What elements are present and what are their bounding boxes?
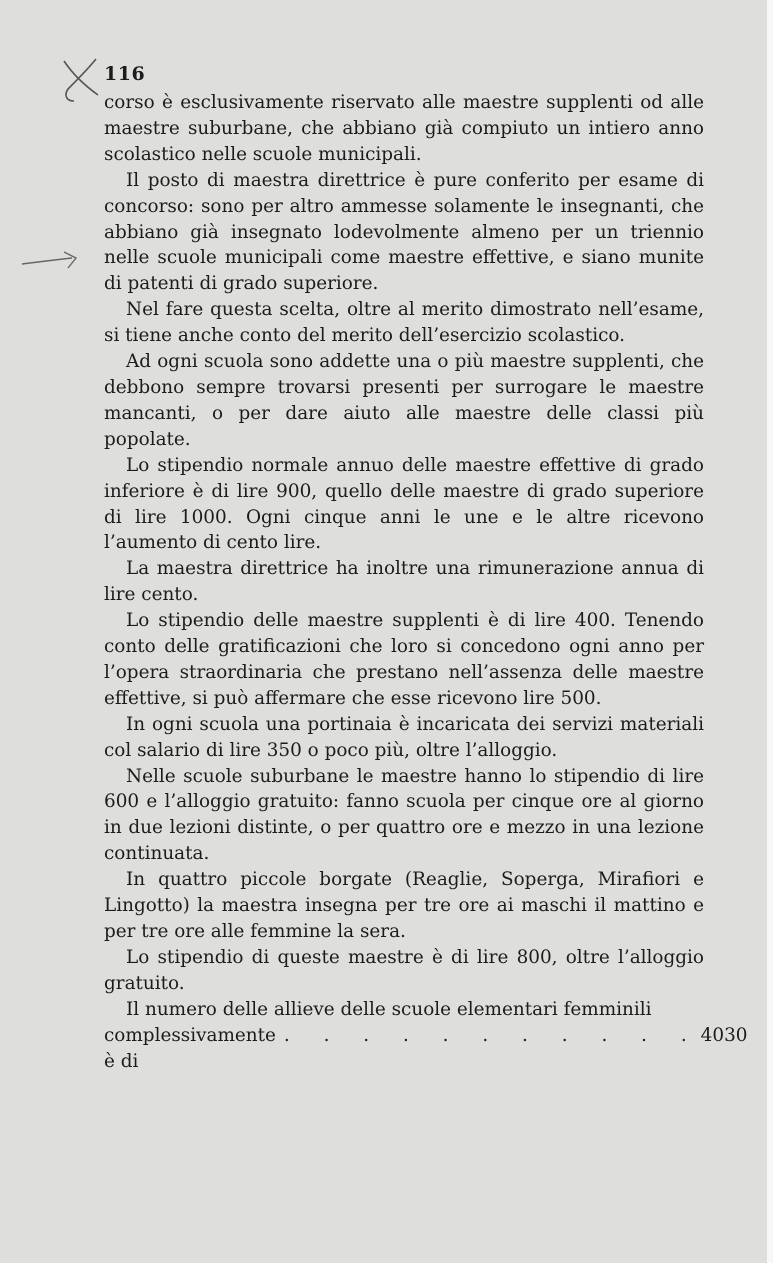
page-edge [767, 0, 773, 1263]
body-text [104, 90, 748, 1074]
paragraph: Lo stipendio normale annuo delle maestre effettive di grado inferiore è di lire 900, quello delle maestre di grado superiore di lire 1000. Ogni cinque anni le une e le altre ricevono l’aumento di cento lire. [104, 454, 704, 554]
paragraph: Il numero delle allieve delle scuole elementari femminili [126, 998, 652, 1020]
paragraph: Ad ogni scuola sono addette una o più maestre supplenti, che debbono sempre trovarsi presenti per surrogare le maestre mancanti, o per dare aiuto alle maestre delle classi più popolate. [104, 351, 704, 450]
pencil-arrow-icon [20, 248, 90, 278]
total-label: complessivamente è di [104, 1024, 276, 1072]
dot-leader: . . . . . . . . . . . [283, 1024, 701, 1046]
paragraph: In ogni scuola una portinaia è incaricata dei servizi materiali col salario di lire 350 o poco più, oltre l’alloggio. [104, 713, 704, 761]
paragraph: Nel fare questa scelta, oltre al merito dimostrato nell’esame, si tiene anche conto del merito dell’esercizio scolastico. [104, 299, 704, 347]
paragraph: In quattro piccole borgate (Reaglie, Soperga, Mirafiori e Lingotto) la maestra insegna per tre ore ai maschi il mattino e per tre ore alle femmine la sera. [104, 869, 704, 942]
paragraph: Il posto di maestra direttrice è pure conferito per esame di concorso: sono per altro ammesse solamente le insegnanti, che abbiano già insegnato lodevolmente almeno per un triennio nelle scuole municipali come maestre effettive, e siano munite di patenti di grado superiore. [104, 169, 704, 295]
paragraph: Nelle scuole suburbane le maestre hanno lo stipendio di lire 600 e l’alloggio gratuito: fanno scuola per cinque ore al giorno in due lezioni distinte, o per quattro ore e mezzo in una lezione continuata. [104, 765, 704, 865]
paragraph: Lo stipendio delle maestre supplenti è di lire 400. Tenendo conto delle gratificazioni che loro si concedono ogni anno per l’opera straordinaria che prestano nell’assenza delle maestre effettive, si può affermare che esse ricevono lire 500. [104, 610, 704, 709]
paragraph: Lo stipendio di queste maestre è di lire 800, oltre l’alloggio gratuito. [104, 946, 704, 994]
paragraph: La maestra direttrice ha inoltre una rimunerazione annua di lire cento. [104, 558, 704, 606]
page-number: 116 [104, 63, 146, 85]
total-value: 4030 [700, 1024, 748, 1046]
total-line [104, 1023, 748, 1075]
handwritten-mark-icon [58, 55, 104, 105]
paragraph: corso è esclusivamente riservato alle maestre supplenti od alle maestre suburbane, che abbiano già compiuto un intiero anno scolastico nelle scuole municipali. [104, 92, 704, 165]
